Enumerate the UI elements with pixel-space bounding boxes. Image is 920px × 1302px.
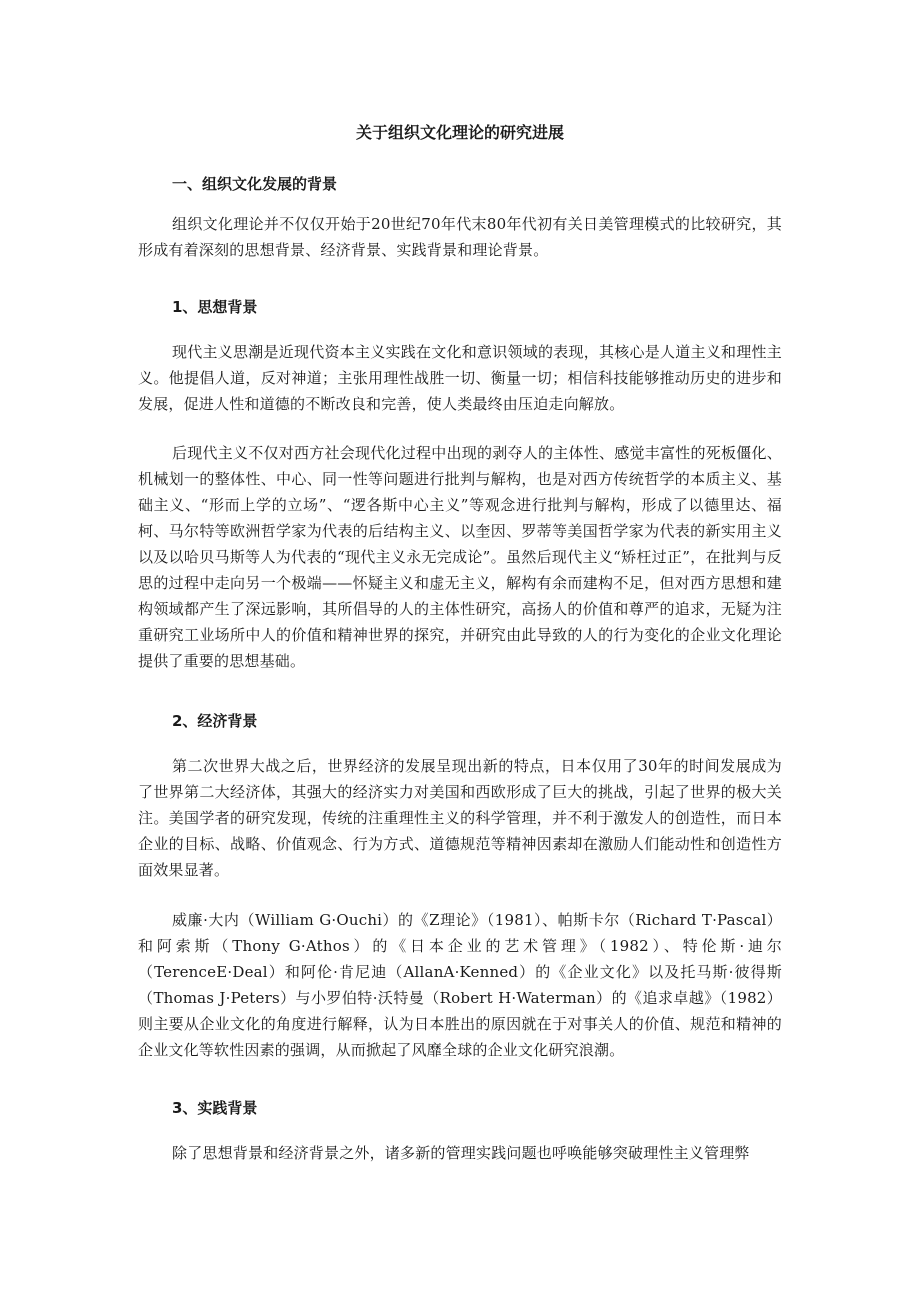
paragraph-modernism: 现代主义思潮是近现代资本主义实践在文化和意识领域的表现，其核心是人道主义和理性主义。他提倡人道，反对神道；主张用理性战胜一切、衡量一切；相信科技能够推动历史的进步和发展，促进人性和道德的不断改良和完善，使人类最终由压迫走向解放。: [138, 343, 782, 413]
subsection-heading-economic: 2、经济背景: [172, 712, 258, 730]
subsection-heading-thought: 1、思想背景: [172, 298, 258, 316]
document-title: 关于组织文化理论的研究进展: [355, 123, 564, 142]
paragraph-economic-2: 威廉·大内（William G·Ouchi）的《Z理论》（1981）、帕斯卡尔（Richard T·Pascal）和阿索斯（Thony G·Athos）的《日本企业的艺术管理》（1982）、特伦斯·迪尔（TerenceE·Deal）和阿伦·肯尼迪（AllanA·Kenned）的《企业文化》以及托马斯·彼得斯（Thomas J·Peters）与小罗伯特·沃特曼（Robert H·Waterman）的《追求卓越》（1982）则主要从企业文化的角度进行解释，认为日本胜出的原因就在于对事关人的价值、规范和精神的企业文化等软性因素的强调，从而掀起了风靡全球的企业文化研究浪潮。: [138, 911, 782, 1059]
intro-paragraph: 组织文化理论并不仅仅开始于20世纪70年代末80年代初有关日美管理模式的比较研究，其形成有着深刻的思想背景、经济背景、实践背景和理论背景。: [138, 215, 782, 259]
paragraph-economic-1: 第二次世界大战之后，世界经济的发展呈现出新的特点，日本仅用了30年的时间发展成为了世界第二大经济体，其强大的经济实力对美国和西欧形成了巨大的挑战，引起了世界的极大关注。美国学者的研究发现，传统的注重理性主义的科学管理，并不利于激发人的创造性，而日本企业的目标、战略、价值观念、行为方式、道德规范等精神因素却在激励人们能动性和创造性方面效果显著。: [138, 757, 782, 879]
paragraph-practice: 除了思想背景和经济背景之外，诸多新的管理实践问题也呼唤能够突破理性主义管理弊: [172, 1144, 750, 1162]
section-heading: 一、组织文化发展的背景: [172, 175, 338, 193]
subsection-heading-practice: 3、实践背景: [172, 1099, 258, 1117]
paragraph-postmodernism: 后现代主义不仅对西方社会现代化过程中出现的剥夺人的主体性、感觉丰富性的死板僵化、机械划一的整体性、中心、同一性等问题进行批判与解构，也是对西方传统哲学的本质主义、基础主义、“形而上学的立场”、“逻各斯中心主义”等观念进行批判与解构，形成了以德里达、福柯、马尔特等欧洲哲学家为代表的后结构主义、以奎因、罗蒂等美国哲学家为代表的新实用主义以及以哈贝马斯等人为代表的“现代主义永无完成论”。虽然后现代主义“矫枉过正”，在批判与反思的过程中走向另一个极端——怀疑主义和虚无主义，解构有余而建构不足，但对西方思想和建构领域都产生了深远影响，其所倡导的人的主体性研究，高扬人的价值和尊严的追求，无疑为注重研究工业场所中人的价值和精神世界的探究，并研究由此导致的人的行为变化的企业文化理论提供了重要的思想基础。: [138, 444, 782, 670]
